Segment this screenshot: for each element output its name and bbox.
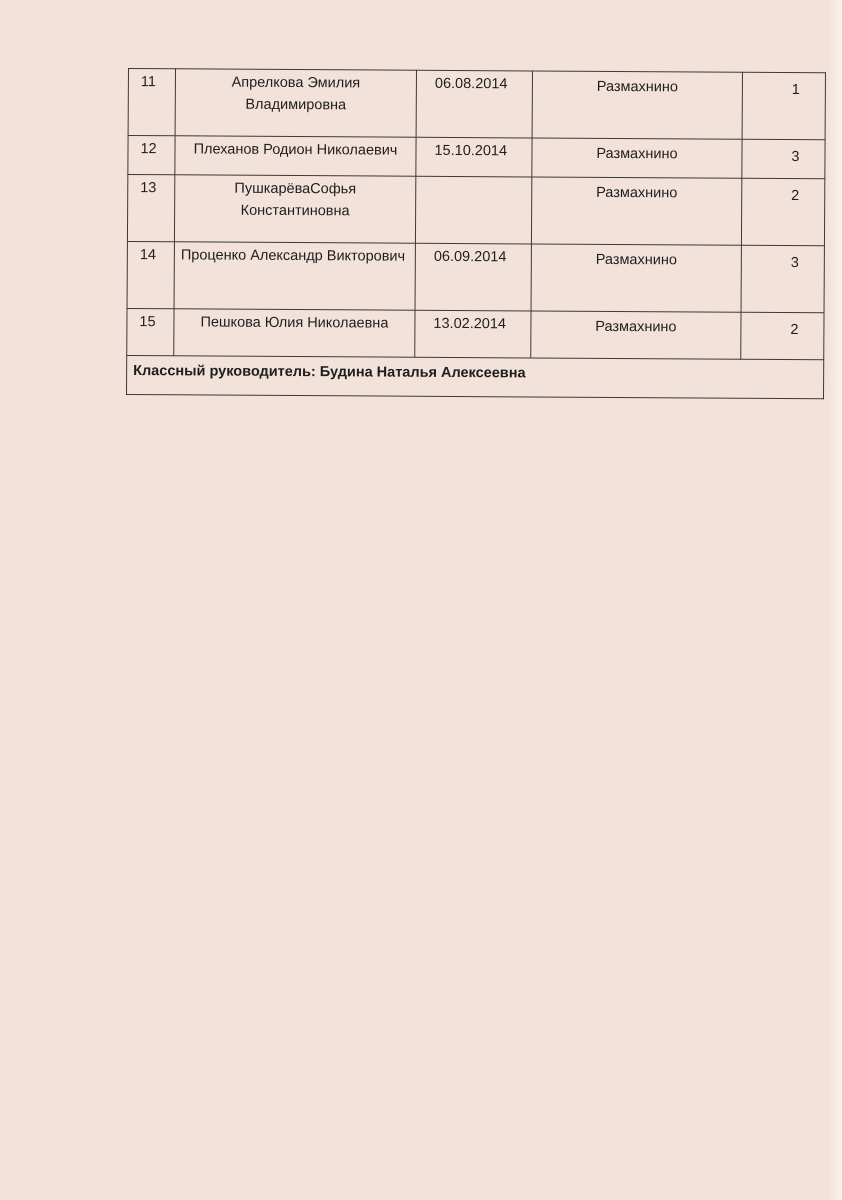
birth-date: 15.10.2014 — [416, 137, 532, 177]
village: Размахнино — [532, 138, 742, 178]
health-group: 1 — [742, 72, 825, 140]
table-row — [128, 136, 825, 179]
table-row — [127, 308, 824, 359]
row-number: 11 — [128, 69, 175, 136]
table-row — [128, 69, 825, 140]
row-number: 15 — [127, 308, 174, 355]
row-number: 12 — [128, 136, 175, 175]
class-teacher-label: Классный руководитель: Будина Наталья Алексеевна — [127, 355, 824, 398]
table-row — [127, 241, 824, 312]
scan-edge-shadow — [828, 0, 842, 1200]
table-row — [127, 175, 824, 246]
student-name: Апрелкова Эмилия Владимировна — [175, 69, 416, 137]
village: Размахнино — [531, 244, 741, 312]
footer-row — [127, 355, 824, 398]
student-name: Плеханов Родион Николаевич — [175, 136, 416, 176]
birth-date — [415, 176, 531, 244]
birth-date: 06.08.2014 — [416, 70, 532, 138]
row-number: 14 — [127, 241, 174, 308]
health-group: 3 — [741, 245, 824, 313]
student-name: Проценко Александр Викторович — [174, 242, 415, 310]
birth-date: 13.02.2014 — [415, 310, 531, 358]
student-name: ПушкарёваСофья Константиновна — [174, 175, 415, 243]
row-number: 13 — [127, 175, 174, 242]
village: Размахнино — [531, 177, 741, 245]
health-group: 3 — [742, 139, 825, 179]
village: Размахнино — [532, 71, 742, 139]
village: Размахнино — [531, 311, 741, 359]
student-name: Пешкова Юлия Николаевна — [174, 309, 415, 357]
health-group: 2 — [741, 178, 824, 246]
student-roster-table — [126, 68, 826, 399]
health-group: 2 — [741, 312, 824, 360]
birth-date: 06.09.2014 — [415, 243, 531, 311]
